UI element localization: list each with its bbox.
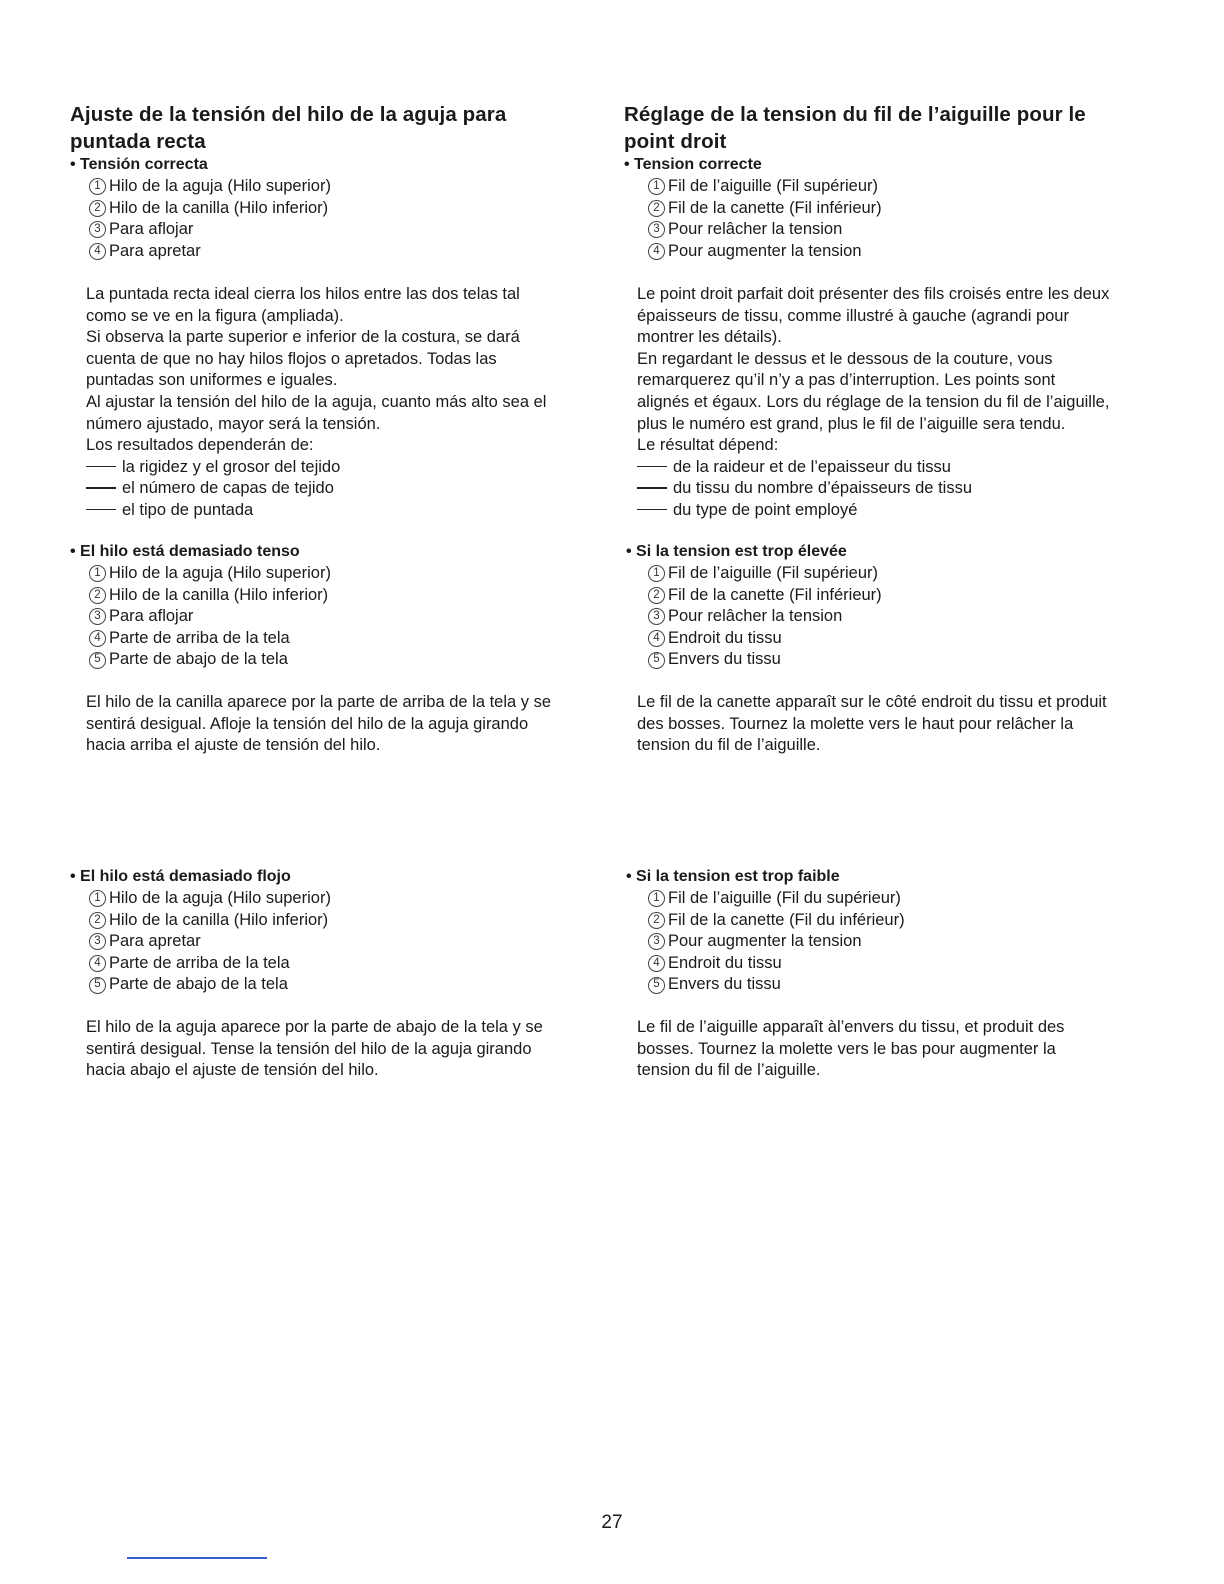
heading-too-tight-es: • El hilo está demasiado tenso bbox=[70, 543, 300, 560]
legend-item: 3 Para apretar bbox=[89, 931, 331, 953]
legend-item: 2 Hilo de la canilla (Hilo inferior) bbox=[89, 198, 331, 220]
circled-number-icon: 4 bbox=[648, 243, 665, 260]
legend-item: 2 Fil de la canette (Fil inférieur) bbox=[648, 585, 882, 607]
legend-item: 1 Fil de l’aiguille (Fil supérieur) bbox=[648, 176, 882, 198]
section-title-es: Ajuste de la tensión del hilo de la aguja para puntada recta bbox=[70, 103, 507, 153]
legend-list-correct-es bbox=[89, 176, 331, 262]
legend-item: 4 Endroit du tissu bbox=[648, 628, 882, 650]
circled-number-icon: 4 bbox=[89, 955, 106, 972]
legend-item: 3 Pour relâcher la tension bbox=[648, 606, 882, 628]
legend-item: 4 Pour augmenter la tension bbox=[648, 241, 882, 263]
dash-rule bbox=[637, 487, 667, 489]
circled-number-icon: 1 bbox=[648, 890, 665, 907]
legend-item: 2 Hilo de la canilla (Hilo inferior) bbox=[89, 910, 331, 932]
circled-number-icon: 2 bbox=[648, 200, 665, 217]
section-title-fr: Réglage de la tension du fil de l’aiguille pour le point droit bbox=[624, 103, 1086, 153]
heading-too-loose-es: • El hilo está demasiado flojo bbox=[70, 868, 291, 885]
dash-rule bbox=[637, 466, 667, 468]
legend-list-tight-es bbox=[89, 563, 331, 671]
legend-item: 5 Envers du tissu bbox=[648, 974, 905, 996]
legend-item: 5 Parte de abajo de la tela bbox=[89, 974, 331, 996]
dash-rule bbox=[637, 509, 667, 511]
legend-item: 4 Para apretar bbox=[89, 241, 331, 263]
circled-number-icon: 4 bbox=[89, 630, 106, 647]
circled-number-icon: 4 bbox=[648, 630, 665, 647]
legend-item: 1 Fil de l’aiguille (Fil supérieur) bbox=[648, 563, 882, 585]
legend-item: 1 Hilo de la aguja (Hilo superior) bbox=[89, 563, 331, 585]
legend-item: 5 Envers du tissu bbox=[648, 649, 882, 671]
dash-rule bbox=[86, 509, 116, 511]
legend-item: 3 Para aflojar bbox=[89, 219, 331, 241]
circled-number-icon: 3 bbox=[89, 933, 106, 950]
dash-item: de la raideur et de l’epaisseur du tissu bbox=[637, 457, 1109, 479]
dash-item: du type de point employé bbox=[637, 500, 1109, 522]
heading-too-high-fr: • Si la tension est trop élevée bbox=[626, 543, 847, 560]
circled-number-icon: 2 bbox=[648, 587, 665, 604]
legend-item: 2 Hilo de la canilla (Hilo inferior) bbox=[89, 585, 331, 607]
circled-number-icon: 3 bbox=[648, 933, 665, 950]
dash-item: el número de capas de tejido bbox=[86, 478, 546, 500]
page-number: 27 bbox=[601, 1512, 623, 1533]
circled-number-icon: 1 bbox=[648, 178, 665, 195]
legend-item: 4 Parte de arriba de la tela bbox=[89, 628, 331, 650]
paragraph-correct-fr: Le point droit parfait doit présenter des fils croisés entre les deux épaisseurs de tissu, comme illustré à gauche (agrandi pour montrer les détails). En regardant le dessus et le dessous de la couture, vous remarquerez qu’il n’y a pas d’interruption. Les points sont alignés et égaux. Lors du réglage de la tension du fil de l’aiguille, plus le numéro est grand, plus le fil de l’aiguille sera tendu. Le résultat dépend: de la raideur et de l’epaisseur du tissu du tissu du nombre d’épaisseurs de tissu du type de point employé bbox=[637, 284, 1109, 522]
circled-number-icon: 5 bbox=[648, 977, 665, 994]
circled-number-icon: 2 bbox=[89, 200, 106, 217]
circled-number-icon: 2 bbox=[89, 912, 106, 929]
circled-number-icon: 1 bbox=[89, 565, 106, 582]
circled-number-icon: 5 bbox=[648, 652, 665, 669]
circled-number-icon: 1 bbox=[648, 565, 665, 582]
dash-item: el tipo de puntada bbox=[86, 500, 546, 522]
legend-item: 1 Hilo de la aguja (Hilo superior) bbox=[89, 888, 331, 910]
legend-list-loose-es bbox=[89, 888, 331, 996]
legend-item: 1 Hilo de la aguja (Hilo superior) bbox=[89, 176, 331, 198]
dash-rule bbox=[86, 466, 116, 468]
paragraph-high-fr: Le fil de la canette apparaît sur le côté endroit du tissu et produit des bosses. Tournez la molette vers le haut pour relâcher la tension du fil de l’aiguille. bbox=[637, 693, 1107, 755]
circled-number-icon: 3 bbox=[89, 608, 106, 625]
legend-item: 3 Pour relâcher la tension bbox=[648, 219, 882, 241]
circled-number-icon: 5 bbox=[89, 652, 106, 669]
legend-list-high-fr bbox=[648, 563, 882, 671]
legend-item: 3 Pour augmenter la tension bbox=[648, 931, 905, 953]
legend-item: 5 Parte de abajo de la tela bbox=[89, 649, 331, 671]
circled-number-icon: 4 bbox=[648, 955, 665, 972]
legend-item: 2 Fil de la canette (Fil du inférieur) bbox=[648, 910, 905, 932]
heading-too-low-fr: • Si la tension est trop faible bbox=[626, 868, 840, 885]
circled-number-icon: 2 bbox=[648, 912, 665, 929]
paragraph-tight-es: El hilo de la canilla aparece por la parte de arriba de la tela y se sentirá desigual. Afloje la tensión del hilo de la aguja girando hacia arriba el ajuste de tensión del hilo. bbox=[86, 693, 552, 755]
legend-item: 3 Para aflojar bbox=[89, 606, 331, 628]
paragraph-low-fr: Le fil de l’aiguille apparaît àl’envers du tissu, et produit des bosses. Tournez la molette vers le bas pour augmenter la tension du fil de l’aiguille. bbox=[637, 1018, 1065, 1080]
legend-item: 1 Fil de l’aiguille (Fil du supérieur) bbox=[648, 888, 905, 910]
circled-number-icon: 3 bbox=[648, 608, 665, 625]
circled-number-icon: 3 bbox=[648, 221, 665, 238]
paragraph-loose-es: El hilo de la aguja aparece por la parte de abajo de la tela y se sentirá desigual. Tense la tensión del hilo de la aguja girando hacia abajo el ajuste de tensión del hilo. bbox=[86, 1018, 543, 1080]
dash-rule bbox=[86, 487, 116, 489]
legend-item: 4 Endroit du tissu bbox=[648, 953, 905, 975]
circled-number-icon: 3 bbox=[89, 221, 106, 238]
footer-rule bbox=[127, 1557, 267, 1559]
legend-list-correct-fr bbox=[648, 176, 882, 262]
legend-item: 2 Fil de la canette (Fil inférieur) bbox=[648, 198, 882, 220]
circled-number-icon: 2 bbox=[89, 587, 106, 604]
circled-number-icon: 1 bbox=[89, 890, 106, 907]
dash-item: la rigidez y el grosor del tejido bbox=[86, 457, 546, 479]
heading-correct-tension-fr: • Tension correcte bbox=[624, 156, 762, 173]
circled-number-icon: 5 bbox=[89, 977, 106, 994]
circled-number-icon: 4 bbox=[89, 243, 106, 260]
legend-list-low-fr bbox=[648, 888, 905, 996]
paragraph-correct-es: La puntada recta ideal cierra los hilos entre las dos telas tal como se ve en la figura (ampliada). Si observa la parte superior e inferior de la costura, se dará cuenta de que no hay hilos flojos o apretados. Todas las puntadas son uniformes e iguales. Al ajustar la tensión del hilo de la aguja, cuanto más alto sea el número ajustado, mayor será la tensión. Los resultados dependerán de: la rigidez y el grosor del tejido el número de capas de tejido el tipo de puntada bbox=[86, 284, 546, 522]
heading-correct-tension-es: • Tensión correcta bbox=[70, 156, 208, 173]
legend-item: 4 Parte de arriba de la tela bbox=[89, 953, 331, 975]
dash-item: du tissu du nombre d’épaisseurs de tissu bbox=[637, 478, 1109, 500]
circled-number-icon: 1 bbox=[89, 178, 106, 195]
